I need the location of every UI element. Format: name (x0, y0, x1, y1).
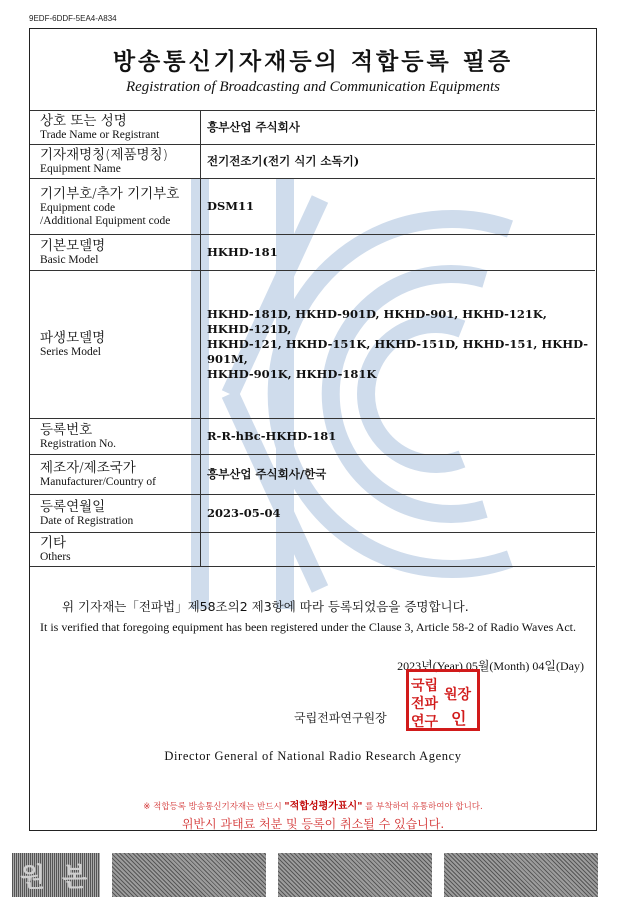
title-english: Registration of Broadcasting and Communication Equipments (125, 79, 500, 95)
certification-korean: 위 기자재는「전파법」제58조의2 제3항에 따라 등록되었음을 증명합니다. (62, 599, 469, 614)
row-series-model: 파생모델명 Series Model HKHD-181D, HKHD-901D, HKHD-901, HKHD-121K, HKHD-121D, HKHD-121, HKHD-151K, HKHD-151D, HKHD-151, HKHD-901M, HKHD-901K, HKHD-181K (30, 271, 595, 419)
svg-text:연구: 연구 (411, 714, 439, 730)
notice-label-requirement: ※ 적합등록 방송통신기자재는 반드시 "적합성평가표시" 를 부착하여 유통하여야 합니다. (143, 801, 483, 812)
security-pattern-1 (112, 853, 266, 897)
others-value (201, 533, 596, 567)
row-equipment-name: 기자재명칭(제품명칭) Equipment Name 전기전조기(전기 식기 소독기) (30, 145, 595, 179)
basic-model-value: HKHD-181 (201, 235, 596, 271)
document-id: 9EDF-6DDF-5EA4-A834 (29, 14, 117, 23)
svg-text:원장: 원장 (444, 687, 472, 703)
official-seal-icon (406, 669, 480, 731)
row-trade-name: 상호 또는 성명 Trade Name or Registrant 흥부산업 주식회사 (30, 111, 595, 145)
security-pattern-3 (444, 853, 598, 897)
equipment-name-value: 전기전조기(전기 식기 소독기) (201, 145, 596, 179)
manufacturer-value: 흥부산업 주식회사/한국 (201, 455, 596, 495)
issuer-korean: 국립전파연구원장 (294, 711, 387, 725)
notice-penalty: 위반시 과태료 처분 및 등록이 취소될 수 있습니다. (181, 817, 445, 831)
title-korean: 방송통신기자재등의 적합등록 필증 (112, 48, 514, 75)
row-manufacturer: 제조자/제조국가 Manufacturer/Country of 흥부산업 주식회사/한국 (30, 455, 595, 495)
issuer-english: Director General of National Radio Research Agency (164, 749, 462, 763)
table-bottom-border (30, 567, 595, 568)
equipment-code-value: DSM11 (201, 179, 596, 235)
svg-text:전파: 전파 (411, 696, 439, 712)
svg-text:인: 인 (451, 709, 467, 728)
registration-info-table (30, 110, 595, 567)
original-stamp-strip: 원 본 (12, 853, 100, 897)
row-others: 기타 Others (30, 533, 595, 567)
registration-no-value: R-R-hBc-HKHD-181 (201, 419, 596, 455)
row-registration-no: 등록번호 Registration No. R-R-hBc-HKHD-181 (30, 419, 595, 455)
series-model-value: HKHD-181D, HKHD-901D, HKHD-901, HKHD-121K, HKHD-121D, HKHD-121, HKHD-151K, HKHD-151D, HKHD-151, HKHD-901M, HKHD-901K, HKHD-181K (201, 271, 596, 419)
registration-date-value: 2023-05-04 (201, 495, 596, 533)
svg-text:국립: 국립 (411, 678, 439, 694)
trade-name-value: 흥부산업 주식회사 (201, 111, 596, 145)
certification-english: It is verified that foregoing equipment has been registered under the Clause 3, Article 58-2 of Radio Waves Act. (40, 620, 576, 634)
row-equipment-code: 기기부호/추가 기기부호 Equipment code /Additional Equipment code DSM11 (30, 179, 595, 235)
certificate-frame (29, 28, 597, 831)
security-pattern-2 (278, 853, 432, 897)
issue-date: 2023년(Year) 05월(Month) 04일(Day) (397, 659, 584, 673)
row-basic-model: 기본모델명 Basic Model HKHD-181 (30, 235, 595, 271)
row-registration-date: 등록연월일 Date of Registration 2023-05-04 (30, 495, 595, 533)
